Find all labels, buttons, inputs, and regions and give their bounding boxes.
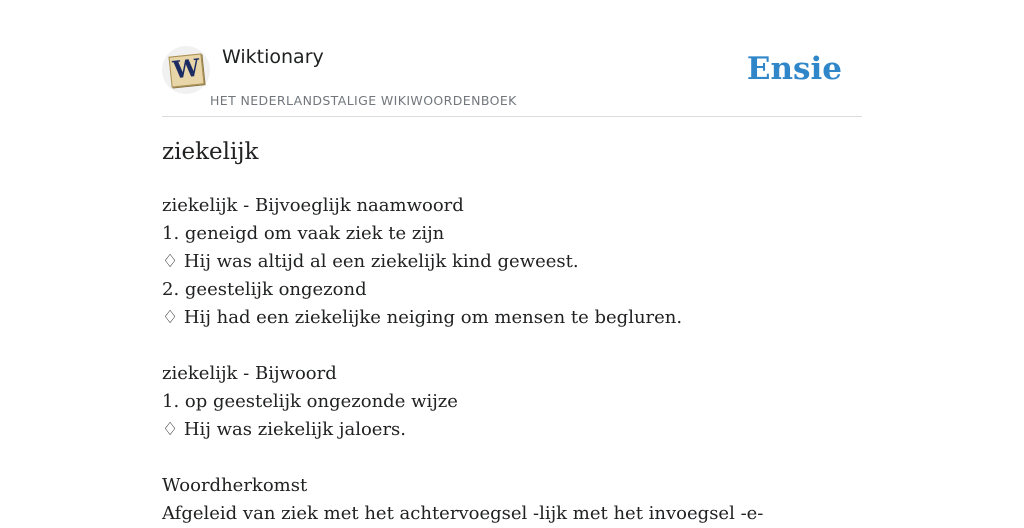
page-title: ziekelijk — [162, 139, 259, 165]
logo-tile — [168, 53, 204, 87]
entry-heading: ziekelijk - Bijwoord — [162, 363, 337, 384]
example-line: ♢ Hij was altijd al een ziekelijk kind geweest. — [162, 251, 579, 272]
wiktionary-logo-icon[interactable] — [162, 46, 210, 94]
site-tagline: HET NEDERLANDSTALIGE WIKIWOORDENBOEK — [210, 93, 517, 108]
definition-line: 1. op geestelijk ongezonde wijze — [162, 391, 458, 412]
section-heading: Woordherkomst — [162, 475, 308, 496]
definition-line: 2. geestelijk ongezond — [162, 279, 367, 300]
definition-content — [162, 192, 862, 528]
site-name[interactable]: Wiktionary — [222, 46, 324, 68]
spacer — [162, 332, 862, 360]
etymology-line: Afgeleid van ziek met het achtervoegsel -lijk met het invoegsel -e- — [162, 503, 764, 524]
example-line: ♢ Hij had een ziekelijke neiging om mensen te begluren. — [162, 307, 683, 328]
definition-line: 1. geneigd om vaak ziek te zijn — [162, 223, 445, 244]
site-header — [162, 0, 862, 117]
example-line: ♢ Hij was ziekelijk jaloers. — [162, 419, 407, 440]
entry-heading: ziekelijk - Bijvoeglijk naamwoord — [162, 195, 464, 216]
logo-letter: W — [171, 52, 202, 85]
spacer — [162, 444, 862, 472]
ensie-brand-link[interactable]: Ensie — [746, 51, 842, 87]
